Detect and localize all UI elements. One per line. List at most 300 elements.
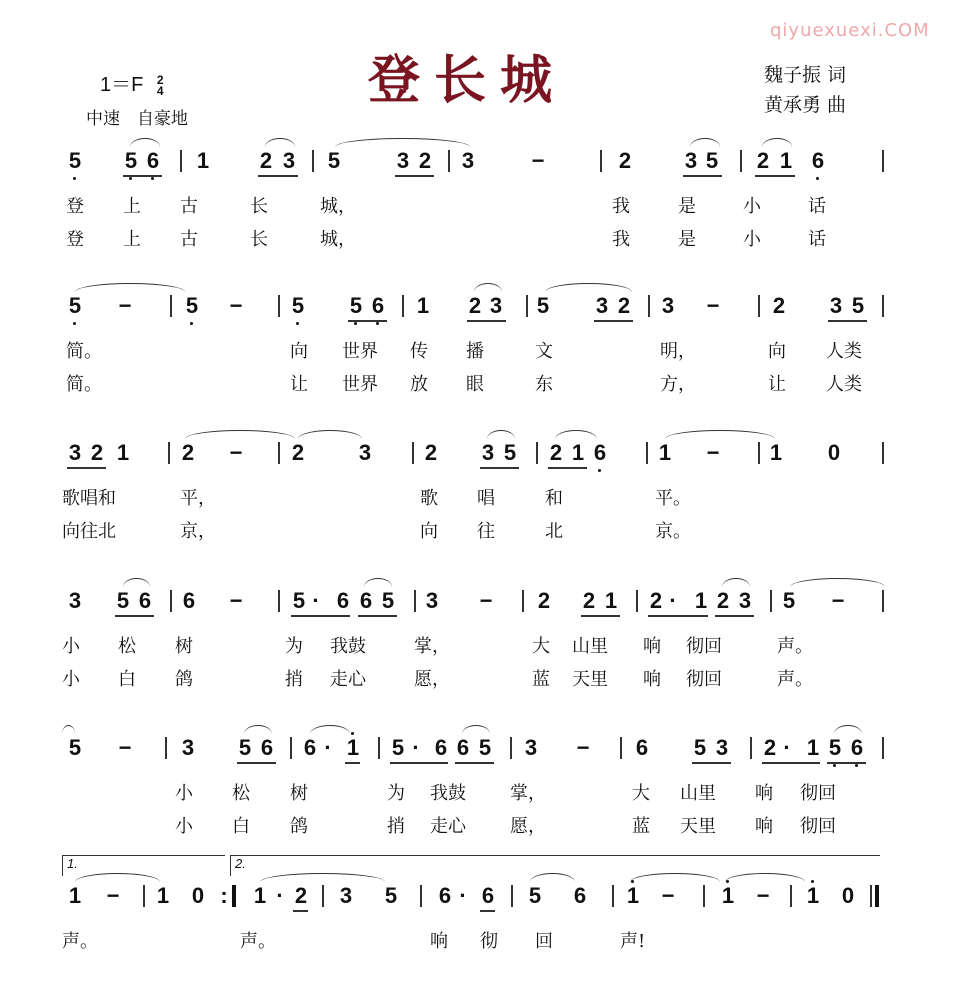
note: 3 [684, 148, 698, 173]
lyric: 蓝 [632, 816, 650, 837]
note: 2 [291, 440, 305, 465]
note: · [324, 735, 332, 760]
lyric: 松 [232, 783, 250, 804]
barline [790, 885, 792, 907]
note: 6 [438, 883, 452, 908]
lyric: 长 [250, 196, 268, 217]
note: 1 [806, 883, 820, 908]
repeat-barline [232, 885, 236, 907]
barline [414, 590, 416, 612]
slur [335, 138, 470, 147]
barline [536, 442, 538, 464]
lyric: 登 [66, 229, 84, 250]
slur [487, 430, 515, 439]
lyric: 天里 [680, 816, 716, 837]
barline [636, 590, 638, 612]
slur [462, 725, 490, 734]
tempo-marking: 中速 自豪地 [86, 109, 188, 129]
note: 6 [138, 588, 152, 613]
note: 1 [658, 440, 672, 465]
note: 5 [782, 588, 796, 613]
lyric: 北 [545, 521, 563, 542]
beam-underline [828, 320, 867, 322]
note: 2 [649, 588, 663, 613]
lyric: 传 [410, 341, 428, 362]
lyric: 小 [175, 783, 193, 804]
lyric: 我鼓 [330, 636, 366, 657]
lyric: 声。 [240, 931, 276, 952]
lyric: 天里 [572, 669, 608, 690]
lyric: 古 [180, 196, 198, 217]
note: 5 [828, 735, 842, 760]
beam-underline [683, 175, 722, 177]
note: − [229, 440, 243, 465]
barline [882, 442, 884, 464]
lyric: 东 [535, 374, 553, 395]
lyric: 话 [808, 229, 826, 250]
note: − [479, 588, 493, 613]
barline [648, 295, 650, 317]
note: 5 [528, 883, 542, 908]
note: 1 [694, 588, 708, 613]
barline [620, 737, 622, 759]
volta-bracket: 2. [230, 855, 880, 876]
barline [600, 150, 602, 172]
slur [265, 138, 295, 147]
barline [322, 885, 324, 907]
slur [62, 725, 75, 734]
beam-underline [594, 320, 633, 322]
note: 2 [549, 440, 563, 465]
note: 3 [738, 588, 752, 613]
note: − [661, 883, 675, 908]
lyric: 响 [430, 931, 448, 952]
barline [378, 737, 380, 759]
barline [402, 295, 404, 317]
slur [790, 578, 885, 587]
lyric: 为 [285, 636, 303, 657]
note: 2 [294, 883, 308, 908]
lyric: 向 [768, 341, 786, 362]
slur [834, 725, 862, 734]
note: · [459, 883, 467, 908]
note: 3 [282, 148, 296, 173]
note: 3 [396, 148, 410, 173]
note: 5 [292, 588, 306, 613]
beam-underline [293, 910, 308, 912]
barline [168, 442, 170, 464]
beam-underline [395, 175, 434, 177]
lyric: 上 [123, 229, 141, 250]
note: 1 [721, 883, 735, 908]
lyric: 走心 [430, 816, 466, 837]
lyric: 彻 [480, 931, 498, 952]
lyric: 捎 [285, 669, 303, 690]
note: 6 [811, 148, 825, 173]
note: 5 [238, 735, 252, 760]
beam-underline [692, 762, 731, 764]
barline [758, 442, 760, 464]
lyric: 声。 [62, 931, 98, 952]
note: 1 [571, 440, 585, 465]
slur [185, 430, 295, 439]
note: 6 [635, 735, 649, 760]
lyric: 小 [743, 229, 761, 250]
lyric: 我 [612, 229, 630, 250]
barline [750, 737, 752, 759]
time-top: 2 [156, 72, 164, 87]
note: 5 [68, 293, 82, 318]
barline [180, 150, 182, 172]
barline [526, 295, 528, 317]
beam-underline [715, 615, 754, 617]
slur [130, 138, 160, 147]
slur [762, 138, 792, 147]
lyric: 彻回 [686, 636, 722, 657]
note: − [706, 293, 720, 318]
slur [690, 138, 720, 147]
final-barline-thick [875, 885, 879, 907]
note: 5 [185, 293, 199, 318]
slur [298, 430, 362, 439]
barline [522, 590, 524, 612]
beam-underline [755, 175, 795, 177]
note: 6 [481, 883, 495, 908]
beam-underline [258, 175, 298, 177]
lyric: 话 [808, 196, 826, 217]
barline [143, 885, 145, 907]
barline [170, 590, 172, 612]
barline [882, 150, 884, 172]
note: 1 [68, 883, 82, 908]
note: 5 [851, 293, 865, 318]
barline [412, 442, 414, 464]
lyric: 平。 [655, 488, 691, 509]
note: 3 [68, 440, 82, 465]
note: 6 [456, 735, 470, 760]
barline [448, 150, 450, 172]
beam-underline [480, 910, 495, 912]
barline [770, 590, 772, 612]
beam-underline [805, 762, 820, 764]
note: − [756, 883, 770, 908]
lyric: 是 [678, 229, 696, 250]
note: 1 [779, 148, 793, 173]
barline [758, 295, 760, 317]
beam-underline [348, 320, 387, 322]
note: 6 [434, 735, 448, 760]
barline [882, 295, 884, 317]
note: 1 [416, 293, 430, 318]
note: 6 [146, 148, 160, 173]
time-bottom: 4 [156, 83, 164, 98]
note: 5 [381, 588, 395, 613]
beam-underline [115, 615, 154, 617]
beam-underline [358, 615, 397, 617]
lyric: 我 [612, 196, 630, 217]
note: 0 [841, 883, 855, 908]
note: 2 [772, 293, 786, 318]
barline [278, 295, 280, 317]
note: 6 [850, 735, 864, 760]
beam-underline [433, 762, 448, 764]
lyric: 上 [123, 196, 141, 217]
lyric: 放 [410, 374, 428, 395]
lyric: 唱 [477, 488, 495, 509]
lyric: 愿， [414, 669, 450, 690]
lyric: 响 [643, 669, 661, 690]
note: 2 [582, 588, 596, 613]
note: 5 [478, 735, 492, 760]
lyric: 回 [535, 931, 553, 952]
note: · [412, 735, 420, 760]
lyric: 蓝 [532, 669, 550, 690]
lyric: 和 [545, 488, 563, 509]
lyric: 歌唱和 [62, 488, 116, 509]
lyric: 方， [660, 374, 696, 395]
note: 2 [424, 440, 438, 465]
note: − [576, 735, 590, 760]
slur [244, 725, 272, 734]
beam-underline [480, 467, 519, 469]
lyric: 世界 [342, 374, 378, 395]
time-signature [156, 72, 164, 98]
lyric: 大 [632, 783, 650, 804]
beam-underline [693, 615, 708, 617]
lyric: 城， [320, 196, 356, 217]
note: 1 [604, 588, 618, 613]
note: 2 [763, 735, 777, 760]
barline [740, 150, 742, 172]
lyric: 松 [118, 636, 136, 657]
note: 3 [461, 148, 475, 173]
note: 6 [336, 588, 350, 613]
lyric: 长 [250, 229, 268, 250]
slur [310, 725, 350, 734]
watermark: qiyuexuexi.COM [770, 20, 930, 41]
note: 5 [503, 440, 517, 465]
note: 2 [90, 440, 104, 465]
lyric: 我鼓 [430, 783, 466, 804]
lyric: 为 [387, 783, 405, 804]
barline [170, 295, 172, 317]
lyric: 声。 [777, 636, 813, 657]
lyric: 树 [290, 783, 308, 804]
beam-underline [123, 175, 162, 177]
song-title: 登长城 [368, 51, 567, 111]
key-label: 1＝F [100, 74, 144, 96]
note: 6 [371, 293, 385, 318]
note: 6 [303, 735, 317, 760]
note: 3 [829, 293, 843, 318]
note: 2 [537, 588, 551, 613]
lyric: 愿， [510, 816, 546, 837]
note: 3 [181, 735, 195, 760]
note: − [229, 588, 243, 613]
lyric: 人类 [826, 374, 862, 395]
note: 1 [116, 440, 130, 465]
note: 1 [196, 148, 210, 173]
note: : [220, 883, 228, 908]
note: 6 [573, 883, 587, 908]
barline [882, 590, 884, 612]
lyric: 掌， [510, 783, 546, 804]
note: − [118, 735, 132, 760]
lyric: 简。 [66, 374, 102, 395]
lyric: 明， [660, 341, 696, 362]
lyric: 声! [620, 931, 646, 952]
lyric: 京， [180, 521, 216, 542]
beam-underline [548, 467, 587, 469]
note: 5 [391, 735, 405, 760]
key-signature [100, 68, 164, 97]
note: 5 [116, 588, 130, 613]
lyric: 小 [743, 196, 761, 217]
lyric: 声。 [777, 669, 813, 690]
lyric: 小 [175, 816, 193, 837]
lyric: 掌， [414, 636, 450, 657]
lyric: 白 [118, 669, 136, 690]
note: · [783, 735, 791, 760]
barline [165, 737, 167, 759]
note: 3 [358, 440, 372, 465]
note: 2 [468, 293, 482, 318]
note: 0 [827, 440, 841, 465]
note: · [669, 588, 677, 613]
note: 2 [617, 293, 631, 318]
lyric: 向往北 [62, 521, 116, 542]
final-barline-thin [870, 885, 872, 907]
note: 2 [181, 440, 195, 465]
lyric: 树 [175, 636, 193, 657]
beam-underline [237, 762, 276, 764]
volta-bracket: 1. [62, 855, 225, 876]
note: 2 [756, 148, 770, 173]
lyric: 响 [755, 816, 773, 837]
note: − [706, 440, 720, 465]
note: 5 [536, 293, 550, 318]
note: 6 [260, 735, 274, 760]
slur [722, 578, 750, 587]
note: 3 [481, 440, 495, 465]
beam-underline [467, 320, 506, 322]
note: 3 [524, 735, 538, 760]
note: 2 [716, 588, 730, 613]
lyric: 山里 [680, 783, 716, 804]
slur [75, 283, 185, 292]
note: − [106, 883, 120, 908]
note: 5 [349, 293, 363, 318]
note: 5 [68, 735, 82, 760]
note: 1 [253, 883, 267, 908]
beam-underline [345, 762, 360, 764]
note: 2 [259, 148, 273, 173]
note: 3 [339, 883, 353, 908]
lyric: 响 [643, 636, 661, 657]
note: 1 [626, 883, 640, 908]
barline [278, 590, 280, 612]
lyric: 简。 [66, 341, 102, 362]
lyric: 平， [180, 488, 216, 509]
note: 3 [715, 735, 729, 760]
lyric: 登 [66, 196, 84, 217]
beam-underline [827, 762, 866, 764]
note: 5 [124, 148, 138, 173]
lyric: 山里 [572, 636, 608, 657]
lyric: 京。 [655, 521, 691, 542]
note: − [118, 293, 132, 318]
beam-underline [67, 467, 106, 469]
slur [474, 283, 502, 292]
composer-credit: 黄承勇 曲 [764, 94, 847, 116]
note: 6 [593, 440, 607, 465]
note: 5 [291, 293, 305, 318]
lyricist-credit: 魏子振 词 [764, 64, 847, 86]
note: 2 [618, 148, 632, 173]
note: · [276, 883, 284, 908]
barline [312, 150, 314, 172]
barline [703, 885, 705, 907]
lyric: 城， [320, 229, 356, 250]
lyric: 彻回 [800, 783, 836, 804]
lyric: 向 [420, 521, 438, 542]
note: 3 [661, 293, 675, 318]
lyric: 播 [466, 341, 484, 362]
beam-underline [335, 615, 350, 617]
lyric: 世界 [342, 341, 378, 362]
lyric: 古 [180, 229, 198, 250]
barline [646, 442, 648, 464]
note: 3 [68, 588, 82, 613]
lyric: 走心 [330, 669, 366, 690]
barline [511, 885, 513, 907]
barline [510, 737, 512, 759]
note: 3 [425, 588, 439, 613]
note: 0 [191, 883, 205, 908]
lyric: 歌 [420, 488, 438, 509]
beam-underline [455, 762, 494, 764]
slur [123, 578, 150, 587]
slur [665, 430, 775, 439]
lyric: 彻回 [800, 816, 836, 837]
note: 5 [693, 735, 707, 760]
barline [290, 737, 292, 759]
barline [612, 885, 614, 907]
note: 5 [384, 883, 398, 908]
lyric: 往 [477, 521, 495, 542]
lyric: 人类 [826, 341, 862, 362]
lyric: 文 [535, 341, 553, 362]
note: 3 [489, 293, 503, 318]
lyric: 响 [755, 783, 773, 804]
lyric: 鸽 [175, 669, 193, 690]
slur [545, 283, 632, 292]
note: 1 [156, 883, 170, 908]
lyric: 是 [678, 196, 696, 217]
barline [278, 442, 280, 464]
note: − [229, 293, 243, 318]
lyric: 大 [532, 636, 550, 657]
lyric: 让 [768, 374, 786, 395]
note: 2 [418, 148, 432, 173]
beam-underline [581, 615, 620, 617]
note: 6 [182, 588, 196, 613]
barline [882, 737, 884, 759]
lyric: 眼 [466, 374, 484, 395]
note: 5 [68, 148, 82, 173]
lyric: 捎 [387, 816, 405, 837]
note: 5 [327, 148, 341, 173]
